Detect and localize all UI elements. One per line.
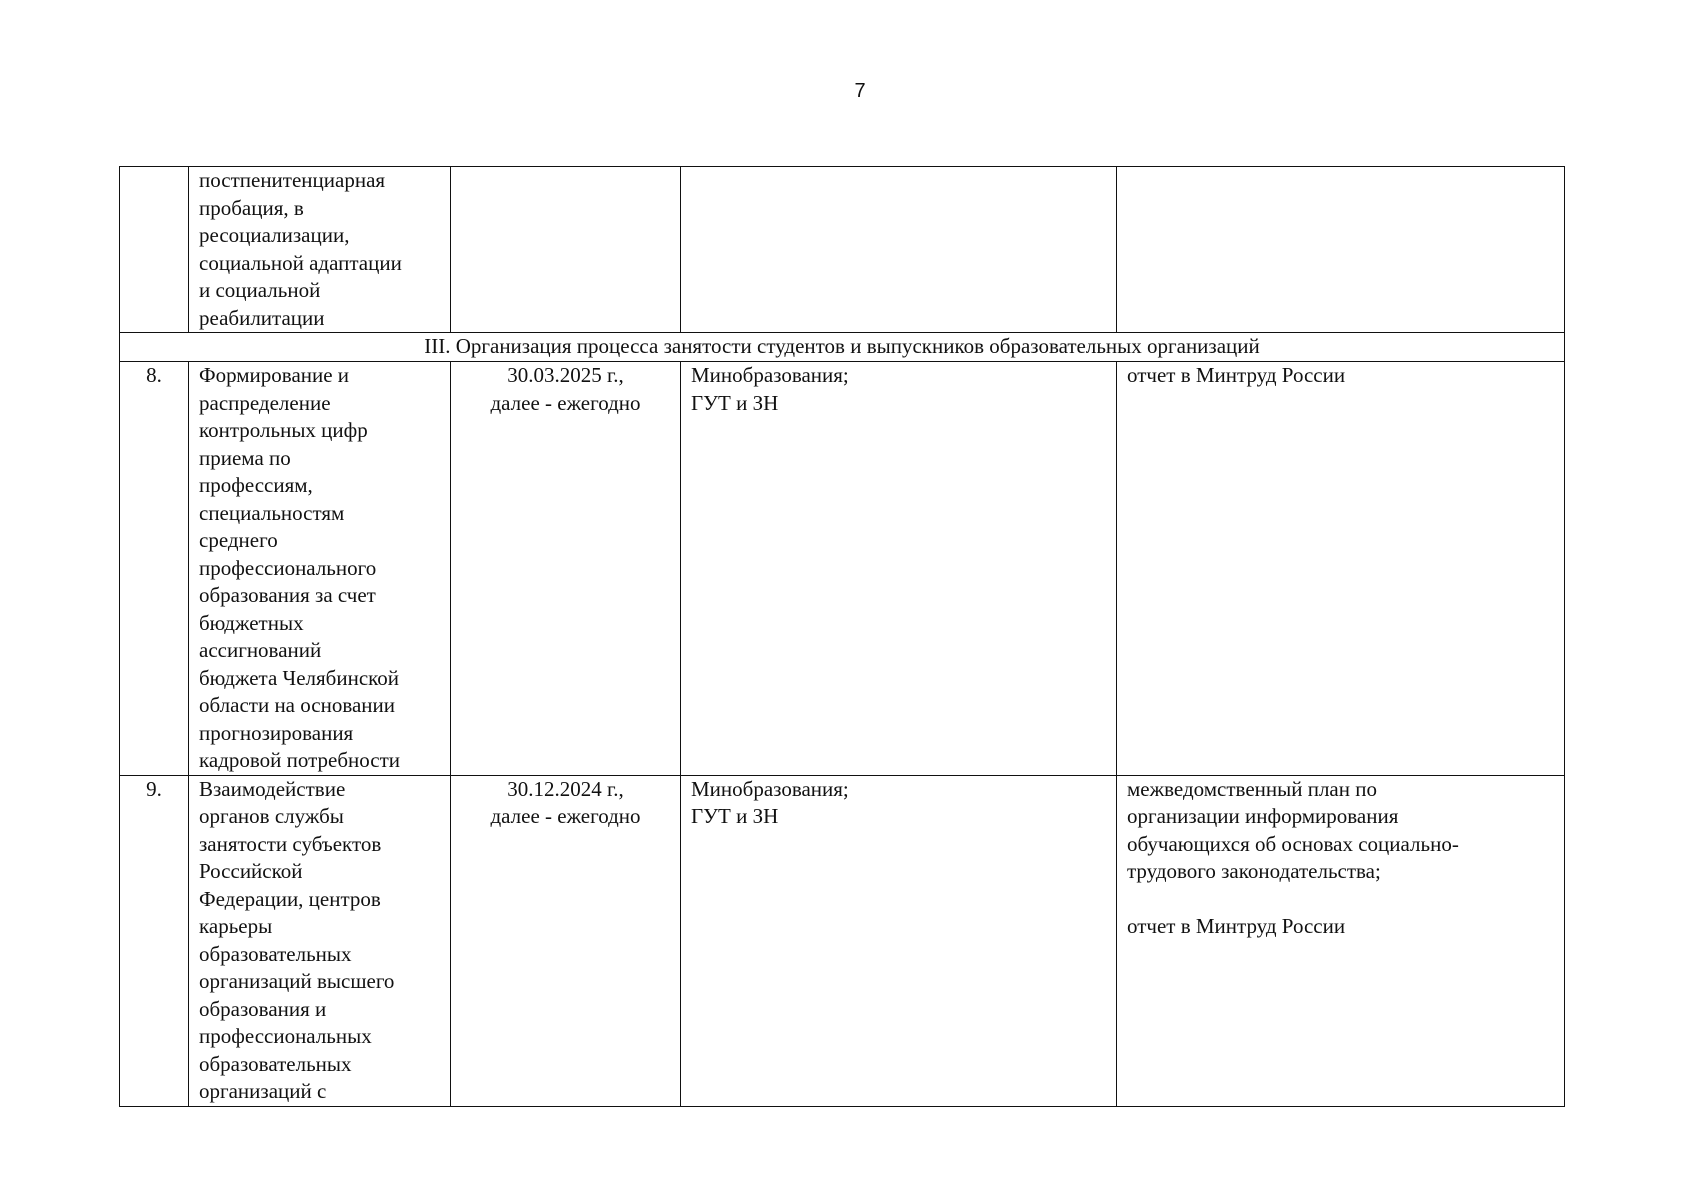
table-row <box>120 775 1565 1106</box>
action-line: Федерации, центров <box>199 886 381 911</box>
deadline-cell <box>451 167 681 333</box>
action-line: кадровой потребности <box>199 748 401 772</box>
action-line: реабилитации <box>199 305 325 330</box>
action-line: распределение <box>199 390 331 415</box>
action-line: ресоциализации, <box>199 223 350 247</box>
action-cell <box>189 167 451 333</box>
action-line: карьеры <box>199 914 273 938</box>
action-cell <box>189 775 451 1106</box>
action-plan-table <box>119 166 1565 1107</box>
action-line: образовательных <box>199 1051 352 1076</box>
action-line: образования за счет <box>199 583 376 607</box>
continuation-row <box>120 167 1565 333</box>
action-line: социальной адаптации <box>199 250 402 275</box>
row-number: 8. <box>120 362 189 776</box>
deadline-line: 30.03.2025 г., <box>507 363 624 387</box>
action-line: области на основании <box>199 693 396 717</box>
result-line: отчет в Минтруд России <box>1127 914 1346 938</box>
section-title: III. Организация процесса занятости студентов и выпускников образовательных организаций <box>120 333 1565 362</box>
action-line: бюджетных <box>199 610 304 635</box>
deadline-line: далее - ежегодно <box>490 804 641 828</box>
deadline-line: далее - ежегодно <box>490 390 641 415</box>
action-line: организаций высшего <box>199 969 395 993</box>
responsible-cell <box>681 167 1117 333</box>
responsible-line: Минобразования; <box>691 776 849 801</box>
result-cell <box>1117 167 1565 333</box>
responsible-line: Минобразования; <box>691 363 849 387</box>
action-line: органов службы <box>199 804 344 828</box>
action-line: специальностям <box>199 500 345 525</box>
result-cell <box>1117 362 1565 776</box>
responsible-line: ГУТ и ЗН <box>691 804 779 828</box>
table-row <box>120 362 1565 776</box>
action-line: бюджета Челябинской <box>199 665 400 690</box>
deadline-line: 30.12.2024 г., <box>507 776 624 801</box>
action-line: Взаимодействие <box>199 776 346 801</box>
action-cell <box>189 362 451 776</box>
result-cell <box>1117 775 1565 1106</box>
action-line: образовательных <box>199 941 352 966</box>
responsible-line: ГУТ и ЗН <box>691 390 779 415</box>
action-line: приема по <box>199 445 291 470</box>
result-line: организации информирования <box>1127 804 1399 828</box>
action-line: и социальной <box>199 278 321 302</box>
action-line: Российской <box>199 859 303 883</box>
action-line: прогнозирования <box>199 720 354 745</box>
action-line: пробация, в <box>199 195 304 220</box>
action-line: образования и <box>199 996 327 1021</box>
action-line: занятости субъектов <box>199 831 382 856</box>
result-line: отчет в Минтруд России <box>1127 363 1346 387</box>
action-line: профессиональных <box>199 1024 372 1048</box>
row-number: 9. <box>120 775 189 1106</box>
action-line: организаций с <box>199 1079 327 1103</box>
action-line: Формирование и <box>199 363 350 387</box>
action-line: постпенитенциарная <box>199 168 386 192</box>
deadline-cell <box>451 775 681 1106</box>
number-cell <box>120 167 189 333</box>
action-line: контрольных цифр <box>199 418 368 442</box>
section-header-row <box>120 333 1565 362</box>
action-line: профессионального <box>199 555 377 580</box>
action-line: ассигнований <box>199 638 322 662</box>
paragraph-gap <box>1127 886 1554 914</box>
result-line: трудового законодательства; <box>1127 859 1381 883</box>
result-line: межведомственный план по <box>1127 776 1377 801</box>
responsible-cell <box>681 362 1117 776</box>
action-line: профессиям, <box>199 473 313 497</box>
page-number: 7 <box>854 80 866 102</box>
result-line: обучающихся об основах социально- <box>1127 831 1459 856</box>
action-line: среднего <box>199 528 278 552</box>
responsible-cell <box>681 775 1117 1106</box>
deadline-cell <box>451 362 681 776</box>
